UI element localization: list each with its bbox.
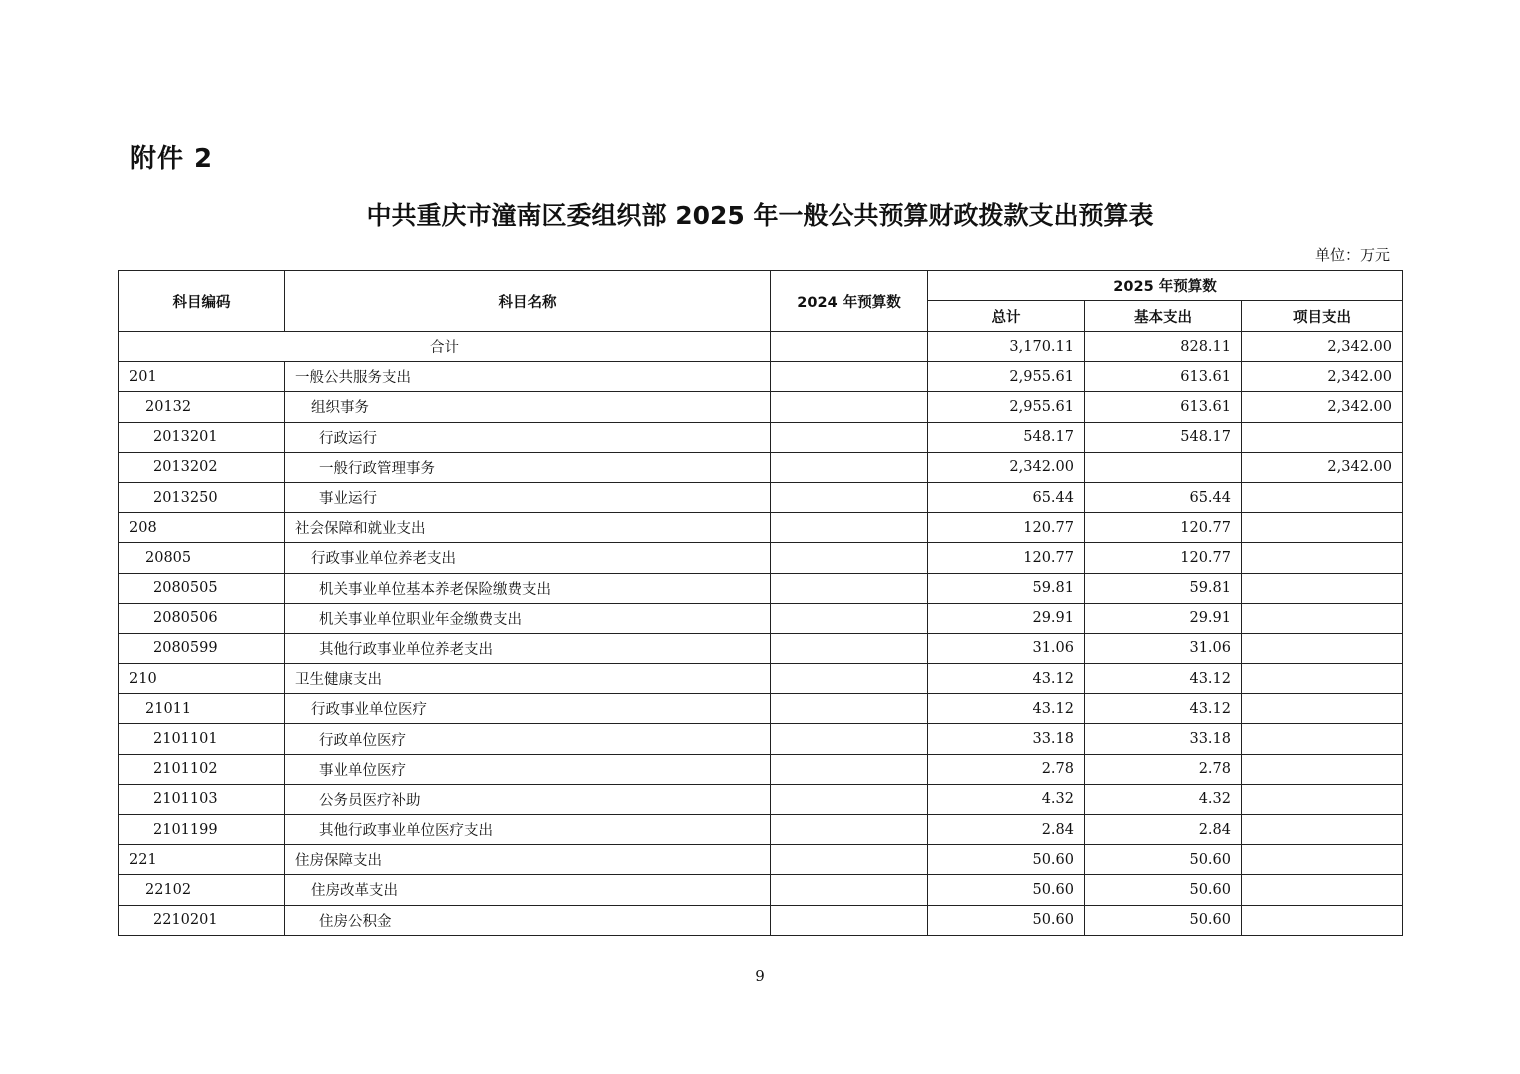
table-row bbox=[119, 784, 1403, 814]
table-row bbox=[119, 694, 1403, 724]
row-budget-2024 bbox=[771, 815, 928, 845]
table-row bbox=[119, 392, 1403, 422]
row-basic: 2.84 bbox=[1085, 815, 1242, 845]
row-budget-2024 bbox=[771, 694, 928, 724]
row-name: 机关事业单位职业年金缴费支出 bbox=[285, 603, 771, 633]
table-row bbox=[119, 482, 1403, 512]
row-budget-2024 bbox=[771, 724, 928, 754]
row-budget-2024 bbox=[771, 392, 928, 422]
total-row bbox=[119, 332, 1403, 362]
attachment-label: 附件 2 bbox=[130, 144, 214, 174]
row-basic: 120.77 bbox=[1085, 543, 1242, 573]
row-project bbox=[1242, 633, 1403, 663]
row-budget-2024 bbox=[771, 543, 928, 573]
row-total: 65.44 bbox=[928, 482, 1085, 512]
row-name: 组织事务 bbox=[285, 392, 771, 422]
row-project bbox=[1242, 664, 1403, 694]
row-project bbox=[1242, 603, 1403, 633]
table-row bbox=[119, 905, 1403, 935]
row-project bbox=[1242, 754, 1403, 784]
row-code: 2013201 bbox=[119, 422, 285, 452]
table-row bbox=[119, 754, 1403, 784]
row-budget-2024 bbox=[771, 362, 928, 392]
row-basic: 613.61 bbox=[1085, 392, 1242, 422]
row-basic: 65.44 bbox=[1085, 482, 1242, 512]
row-name: 公务员医疗补助 bbox=[285, 784, 771, 814]
table-row bbox=[119, 633, 1403, 663]
row-code: 2210201 bbox=[119, 905, 285, 935]
row-code: 2101102 bbox=[119, 754, 285, 784]
row-project bbox=[1242, 513, 1403, 543]
row-total: 4.32 bbox=[928, 784, 1085, 814]
header-basic: 基本支出 bbox=[1085, 301, 1242, 332]
row-code: 2101199 bbox=[119, 815, 285, 845]
budget-table bbox=[118, 270, 1403, 936]
row-budget-2024 bbox=[771, 905, 928, 935]
row-total: 59.81 bbox=[928, 573, 1085, 603]
header-name: 科目名称 bbox=[285, 271, 771, 332]
row-total: 31.06 bbox=[928, 633, 1085, 663]
row-total: 43.12 bbox=[928, 694, 1085, 724]
row-name: 一般行政管理事务 bbox=[285, 452, 771, 482]
table-row bbox=[119, 815, 1403, 845]
table-row bbox=[119, 724, 1403, 754]
row-name: 卫生健康支出 bbox=[285, 664, 771, 694]
table-row bbox=[119, 603, 1403, 633]
header-project: 项目支出 bbox=[1242, 301, 1403, 332]
row-code: 2080599 bbox=[119, 633, 285, 663]
row-total: 120.77 bbox=[928, 513, 1085, 543]
row-project bbox=[1242, 422, 1403, 452]
row-budget-2024 bbox=[771, 845, 928, 875]
row-budget-2024 bbox=[771, 422, 928, 452]
row-code: 2013202 bbox=[119, 452, 285, 482]
row-total: 2.78 bbox=[928, 754, 1085, 784]
row-name: 住房保障支出 bbox=[285, 845, 771, 875]
row-total: 50.60 bbox=[928, 845, 1085, 875]
table-row bbox=[119, 362, 1403, 392]
row-basic: 548.17 bbox=[1085, 422, 1242, 452]
row-budget-2024 bbox=[771, 784, 928, 814]
row-code: 2013250 bbox=[119, 482, 285, 512]
row-project bbox=[1242, 573, 1403, 603]
row-total: 2,955.61 bbox=[928, 392, 1085, 422]
row-project bbox=[1242, 784, 1403, 814]
row-code: 2080506 bbox=[119, 603, 285, 633]
row-basic: 4.32 bbox=[1085, 784, 1242, 814]
row-name: 行政单位医疗 bbox=[285, 724, 771, 754]
total-budget-2024 bbox=[771, 332, 928, 362]
table-row bbox=[119, 664, 1403, 694]
row-budget-2024 bbox=[771, 513, 928, 543]
row-budget-2024 bbox=[771, 452, 928, 482]
header-budget-2025: 2025 年预算数 bbox=[928, 271, 1403, 301]
page-number: 9 bbox=[755, 967, 765, 985]
row-basic: 120.77 bbox=[1085, 513, 1242, 543]
row-code: 210 bbox=[119, 664, 285, 694]
row-basic: 2.78 bbox=[1085, 754, 1242, 784]
table-row bbox=[119, 452, 1403, 482]
row-name: 其他行政事业单位养老支出 bbox=[285, 633, 771, 663]
row-name: 事业运行 bbox=[285, 482, 771, 512]
total-project: 2,342.00 bbox=[1242, 332, 1403, 362]
row-code: 20132 bbox=[119, 392, 285, 422]
row-code: 221 bbox=[119, 845, 285, 875]
row-total: 43.12 bbox=[928, 664, 1085, 694]
table-row bbox=[119, 513, 1403, 543]
table-row bbox=[119, 422, 1403, 452]
row-name: 事业单位医疗 bbox=[285, 754, 771, 784]
row-basic: 31.06 bbox=[1085, 633, 1242, 663]
row-budget-2024 bbox=[771, 482, 928, 512]
row-name: 行政事业单位医疗 bbox=[285, 694, 771, 724]
header-total: 总计 bbox=[928, 301, 1085, 332]
row-code: 22102 bbox=[119, 875, 285, 905]
table-row bbox=[119, 875, 1403, 905]
row-project: 2,342.00 bbox=[1242, 392, 1403, 422]
row-project bbox=[1242, 694, 1403, 724]
row-code: 201 bbox=[119, 362, 285, 392]
unit-label: 单位：万元 bbox=[1314, 246, 1390, 264]
row-budget-2024 bbox=[771, 603, 928, 633]
row-code: 2101103 bbox=[119, 784, 285, 814]
row-name: 其他行政事业单位医疗支出 bbox=[285, 815, 771, 845]
row-total: 2.84 bbox=[928, 815, 1085, 845]
row-budget-2024 bbox=[771, 573, 928, 603]
row-project bbox=[1242, 482, 1403, 512]
row-name: 社会保障和就业支出 bbox=[285, 513, 771, 543]
row-basic: 50.60 bbox=[1085, 845, 1242, 875]
row-basic: 613.61 bbox=[1085, 362, 1242, 392]
row-basic: 43.12 bbox=[1085, 694, 1242, 724]
row-code: 208 bbox=[119, 513, 285, 543]
table-row bbox=[119, 845, 1403, 875]
row-budget-2024 bbox=[771, 875, 928, 905]
row-name: 住房改革支出 bbox=[285, 875, 771, 905]
row-name: 住房公积金 bbox=[285, 905, 771, 935]
row-total: 548.17 bbox=[928, 422, 1085, 452]
row-project: 2,342.00 bbox=[1242, 362, 1403, 392]
row-project bbox=[1242, 724, 1403, 754]
row-total: 33.18 bbox=[928, 724, 1085, 754]
row-name: 行政运行 bbox=[285, 422, 771, 452]
row-basic: 43.12 bbox=[1085, 664, 1242, 694]
row-total: 2,342.00 bbox=[928, 452, 1085, 482]
row-total: 120.77 bbox=[928, 543, 1085, 573]
row-code: 2101101 bbox=[119, 724, 285, 754]
total-total: 3,170.11 bbox=[928, 332, 1085, 362]
row-project: 2,342.00 bbox=[1242, 452, 1403, 482]
row-total: 2,955.61 bbox=[928, 362, 1085, 392]
row-project bbox=[1242, 543, 1403, 573]
total-basic: 828.11 bbox=[1085, 332, 1242, 362]
total-label: 合计 bbox=[119, 332, 771, 362]
row-total: 50.60 bbox=[928, 875, 1085, 905]
header-budget-2024: 2024 年预算数 bbox=[771, 271, 928, 332]
header-row-1 bbox=[119, 271, 1403, 301]
row-budget-2024 bbox=[771, 754, 928, 784]
row-code: 20805 bbox=[119, 543, 285, 573]
row-project bbox=[1242, 845, 1403, 875]
row-code: 21011 bbox=[119, 694, 285, 724]
row-name: 机关事业单位基本养老保险缴费支出 bbox=[285, 573, 771, 603]
row-basic: 50.60 bbox=[1085, 875, 1242, 905]
row-basic: 59.81 bbox=[1085, 573, 1242, 603]
row-project bbox=[1242, 815, 1403, 845]
row-budget-2024 bbox=[771, 633, 928, 663]
row-basic: 29.91 bbox=[1085, 603, 1242, 633]
row-project bbox=[1242, 875, 1403, 905]
row-total: 50.60 bbox=[928, 905, 1085, 935]
table-row bbox=[119, 543, 1403, 573]
document-title: 中共重庆市潼南区委组织部 2025 年一般公共预算财政拨款支出预算表 bbox=[366, 201, 1154, 230]
table-row bbox=[119, 573, 1403, 603]
row-budget-2024 bbox=[771, 664, 928, 694]
row-name: 一般公共服务支出 bbox=[285, 362, 771, 392]
row-basic bbox=[1085, 452, 1242, 482]
header-code: 科目编码 bbox=[119, 271, 285, 332]
row-name: 行政事业单位养老支出 bbox=[285, 543, 771, 573]
row-basic: 33.18 bbox=[1085, 724, 1242, 754]
row-basic: 50.60 bbox=[1085, 905, 1242, 935]
row-code: 2080505 bbox=[119, 573, 285, 603]
row-project bbox=[1242, 905, 1403, 935]
row-total: 29.91 bbox=[928, 603, 1085, 633]
table-body bbox=[119, 332, 1403, 936]
